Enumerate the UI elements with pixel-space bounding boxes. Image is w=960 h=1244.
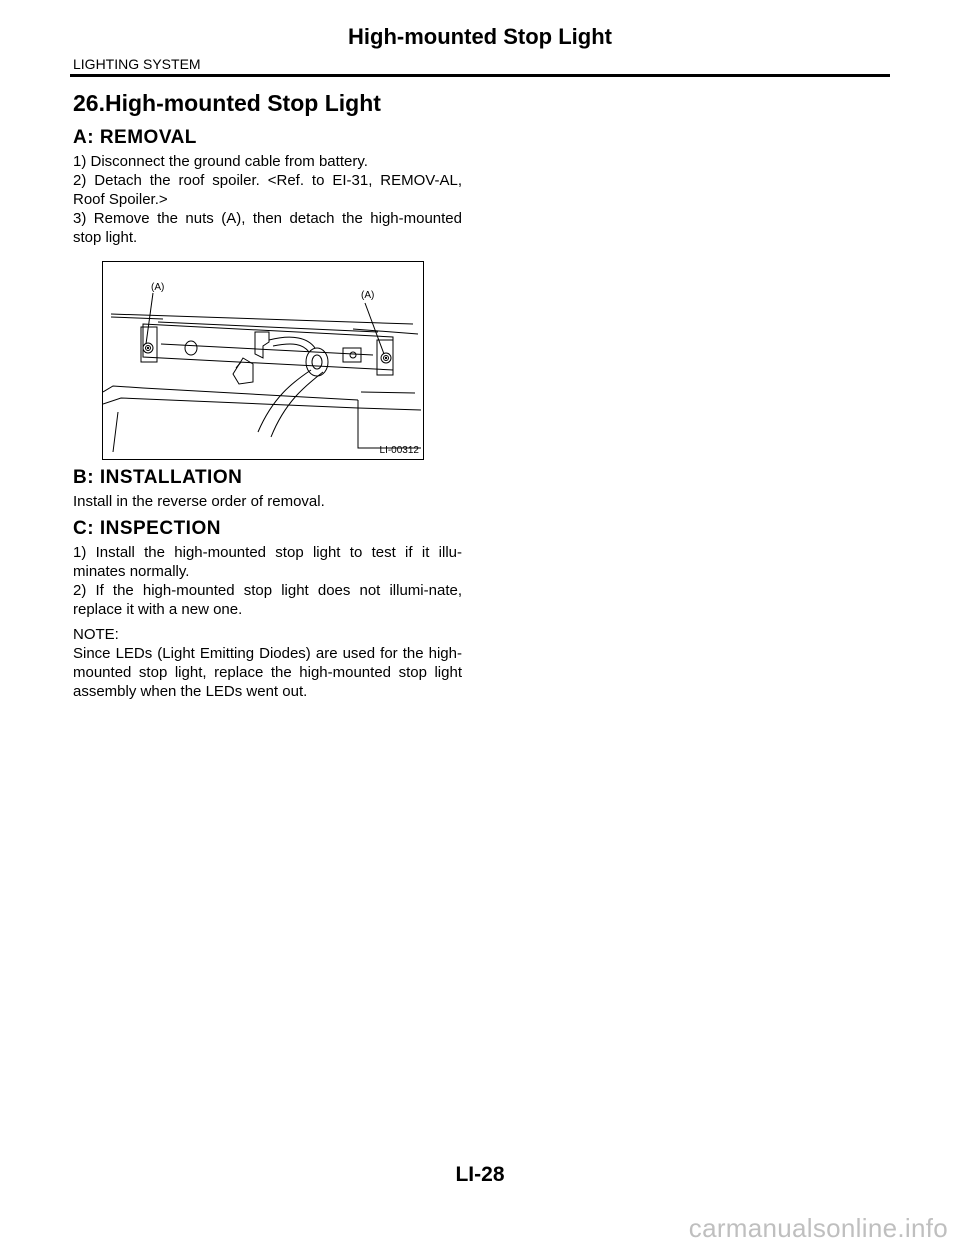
removal-step-1: 1) Disconnect the ground cable from battery. xyxy=(73,153,368,170)
document-heading: 26.High-mounted Stop Light xyxy=(73,90,381,116)
removal-step-3: 3) Remove the nuts (A), then detach the high-mounted stop light. xyxy=(73,210,462,246)
callout-nut-left: (A) xyxy=(151,282,165,293)
watermark: carmanualsonline.info xyxy=(688,1213,948,1243)
inspection-heading: C: INSPECTION xyxy=(73,518,221,539)
removal-step-2: 2) Detach the roof spoiler. <Ref. to EI-31, REMOV-AL, Roof Spoiler.> xyxy=(73,172,462,208)
inspection-step-2: 2) If the high-mounted stop light does not illumi-nate, replace it with a new one. xyxy=(73,582,462,618)
callout-nut-right: (A) xyxy=(361,290,375,301)
removal-figure xyxy=(102,261,424,460)
figure-code: LI-00312 xyxy=(379,445,419,456)
installation-heading: B: INSTALLATION xyxy=(73,467,243,488)
main-column xyxy=(73,88,462,701)
section-label: LIGHTING SYSTEM xyxy=(73,56,201,72)
note-text: Since LEDs (Light Emitting Diodes) are used for the high-mounted stop light, replace the high-mounted stop light assembly when the LEDs went out. xyxy=(73,645,462,700)
removal-heading: A: REMOVAL xyxy=(73,127,197,148)
page-number: LI-28 xyxy=(455,1163,505,1186)
note-label: NOTE: xyxy=(73,626,119,643)
installation-text: Install in the reverse order of removal. xyxy=(73,493,325,510)
inspection-step-1: 1) Install the high-mounted stop light to test if it illu-minates normally. xyxy=(73,544,462,580)
page-header-title: High-mounted Stop Light xyxy=(348,24,612,49)
header-divider xyxy=(70,74,890,77)
